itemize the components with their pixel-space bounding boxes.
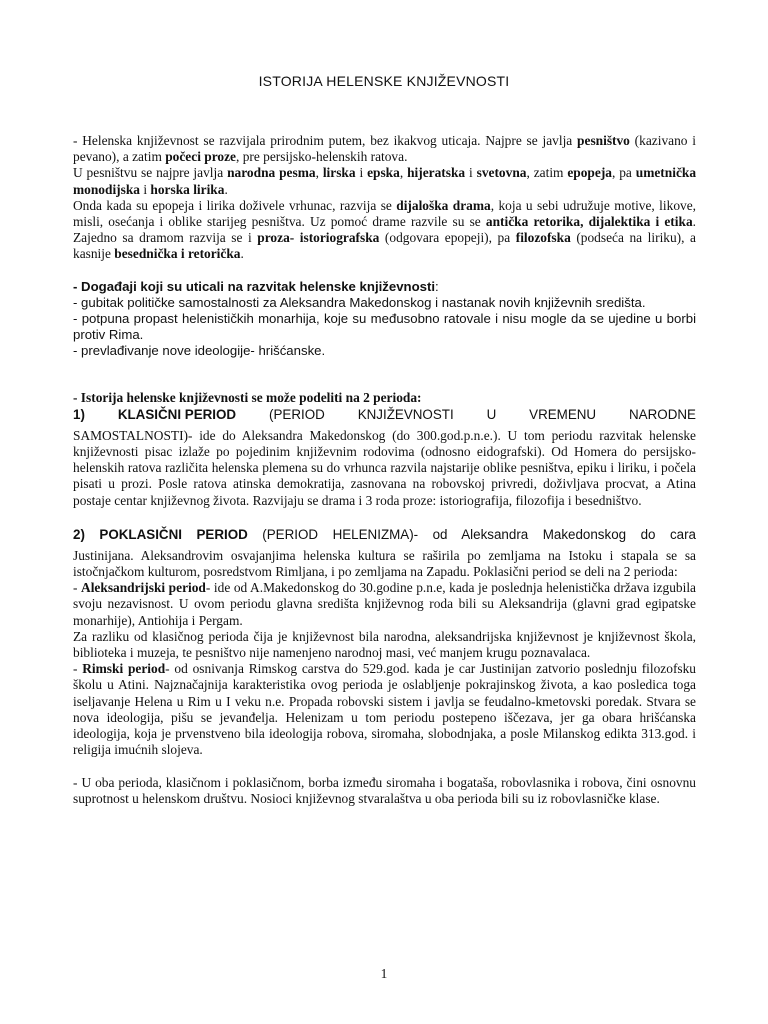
postclassic-period-text: Justinijana. Aleksandrovim osvajanjima helenska kultura se raširila po zemljama na Istoku i stapala se sa istočnjačkom kulturom, posredstvom Rimljana, i po zemljama na Zapadu. Poklasični period se deli na 2 perioda: <box>73 547 696 580</box>
classic-period-name: KLASIČNI PERIOD <box>117 406 237 422</box>
heading-word: NARODNE <box>629 406 696 422</box>
document-body <box>73 133 696 807</box>
bold-term: epska <box>367 165 400 181</box>
spacer <box>73 509 696 526</box>
bold-term: antička retorika, dijalektika i etika <box>485 214 693 230</box>
bold-term: počeci proze <box>165 149 236 165</box>
text-run: , pa <box>611 165 636 181</box>
roman-period-name: Rimski period <box>82 661 166 677</box>
text-run: , zatim <box>526 165 568 181</box>
intro-paragraph-1 <box>73 133 696 165</box>
intro-paragraph-3 <box>73 198 696 263</box>
text-run: - Helenska književnost se razvijala prirodnim putem, bez ikakvog uticaja. Najpre se javlja <box>73 133 578 148</box>
bold-term: dijaloška drama <box>396 197 491 213</box>
heading-word: KNJIŽEVNOSTI <box>357 406 454 422</box>
text-run: Onda kada su epopeja i lirika doživele vrhunac, razvija se <box>73 197 397 213</box>
bold-term: lirska <box>322 165 356 181</box>
spacer <box>73 263 696 279</box>
text-run: - ide od A.Makedonskog do 30.godine p.n.e, kada je poslednja helenistička država izgubila svoju nezavisnost. U ovom periodu glavna središta književnog roda bili su Aleksandrija (glavni grad egipatske monarhije), Antiohija i Pergam. <box>73 580 696 628</box>
classic-period-text: SAMOSTALNOSTI)- ide do Aleksandra Makedonskog (do 300.god.p.n.e.). U tom periodu razvitak helenske književnosti pisac izlaže po pojedinim književnim rodovima (odnosno eidografski). Od Homera do persijsko-helenskih ratova različita helenska plemena su do vrhunca razvila najstarije oblike pesništva, epiku i liriku, i počela pisati u prozi. Posle ratova atinska demokratija, zasnovana na robovskoj privredi, doživljava procvat, a Atina postaje centar književnog života. Razvijaju se drama i 3 roda proze: istoriografija, filozofija i besedništvo. <box>73 427 696 508</box>
alexandrian-period <box>73 580 696 629</box>
bold-term: epopeja <box>567 165 612 181</box>
text-run: - od osnivanja Rimskog carstva do 529.god. kada je car Justinijan zatvorio poslednju filozofsku školu u Atini. Najznačajnija karakteristika ovog perioda je oslabljenje pokrajinskog života, a kao posledica toga iseljavanje Helena u Rim u I veku n.e. Propada robovski sistem i javlja se feudalno-kmetovski poredak. Stvara se nova ideologija, pišu se jevanđelja. Helenizam u tom periodu postepeno iščezava, jer ga obara hrišćanska ideologija, koja je prvenstveno bila ideologija robova, siromaha, slobodnjaka, a posle Milanskog edikta 313.god. i religija imućnih slojeva. <box>73 661 697 758</box>
bold-term: horska lirika <box>150 181 225 197</box>
postclassic-period-name: POKLASIČNI PERIOD <box>99 526 248 542</box>
text-run: . <box>224 181 228 197</box>
events-item-3: - prevlađivanje nove ideologije- hrišćanske. <box>73 343 326 359</box>
text-run: , pre persijsko-helenskih ratova. <box>236 149 408 165</box>
text-run: (podseća na liriku), a kasnije <box>73 230 696 262</box>
bold-term: umetnička monodijska <box>73 165 697 197</box>
bold-term: narodna pesma <box>227 165 316 181</box>
text-run: . Zajedno sa dramom razvija se i <box>73 214 696 246</box>
classic-period-heading <box>73 406 696 424</box>
postclassic-period-number: 2) <box>73 526 85 542</box>
text-run: , koja u sebi udružuje motive, likove, misli, osećanja i oblike starijeg pesništva. Uz pomoć drame razvile su se <box>73 197 696 230</box>
text-run: i <box>139 181 151 197</box>
heading-word: U <box>486 406 497 422</box>
text-run: U pesništvu se najpre javlja <box>73 165 228 181</box>
bold-term: besednička i retorička <box>114 246 241 262</box>
events-heading-text: - Događaji koji su uticali na razvitak helenske književnosti <box>73 278 436 294</box>
text-run: . <box>240 246 244 262</box>
bold-term: filozofska <box>515 230 571 246</box>
spacer <box>73 360 696 390</box>
events-heading <box>73 279 696 295</box>
text-run: - <box>73 661 83 677</box>
intro-section <box>73 133 696 263</box>
bold-term: svetovna <box>476 165 527 181</box>
document-title: ISTORIJA HELENSKE KNJIŽEVNOSTI <box>258 73 510 89</box>
text-run: , <box>315 165 323 181</box>
intro-paragraph-2 <box>73 165 696 197</box>
bold-term: proza- istoriografska <box>257 230 380 246</box>
conclusion-paragraph: - U oba perioda, klasičnom i poklasičnom, borba između siromaha i bogataša, robovlasnika i robova, čini osnovnu suprotnost u helenskom društvu. Nosioci književnog stvaralaštva u oba perioda bili su iz robovlasničke klase. <box>73 774 696 806</box>
text-run: : <box>435 278 439 294</box>
alexandrian-period-name: Aleksandrijski period <box>81 580 206 596</box>
heading-rest: (PERIOD HELENIZMA)- od Aleksandra Makedonskog do cara <box>247 526 696 542</box>
bold-term: pesništvo <box>577 133 630 148</box>
postclassic-period-heading <box>73 526 696 544</box>
heading-word: (PERIOD <box>269 406 325 422</box>
alexandrian-period-note: Za razliku od klasičnog perioda čija je književnost bila narodna, aleksandrijska književnost je književnost škola, biblioteka i muzeja, te pesništvo nije namenjeno narodnoj masi, već manjem krugu poznavalaca. <box>73 628 696 661</box>
roman-period <box>73 661 696 758</box>
text-run: i <box>355 165 368 181</box>
events-item-2: - potpuna propast helenističkih monarhija, koje su međusobno ratovale i nisu mogle da se ujedine u borbi protiv Rima. <box>73 311 696 343</box>
text-run: (kazivano i pevano), a zatim <box>73 133 696 165</box>
page-number: 1 <box>380 966 388 981</box>
text-run: - <box>73 580 82 596</box>
periods-heading-text: - Istorija helenske književnosti se može podeliti na 2 perioda: <box>73 389 422 405</box>
events-section <box>73 279 696 360</box>
events-item-1: - gubitak političke samostalnosti za Aleksandra Makedonskog i nastanak novih književnih središta. <box>73 294 646 310</box>
periods-heading <box>73 390 696 406</box>
bold-term: hijeratska <box>407 165 466 181</box>
text-run: , <box>399 165 408 181</box>
periods-section <box>73 390 696 759</box>
text-run: (odgovara epopeji), pa <box>379 230 516 246</box>
spacer <box>73 759 696 775</box>
heading-word: VREMENU <box>529 406 597 422</box>
text-run: i <box>465 165 477 181</box>
classic-period-number: 1) <box>73 406 85 422</box>
